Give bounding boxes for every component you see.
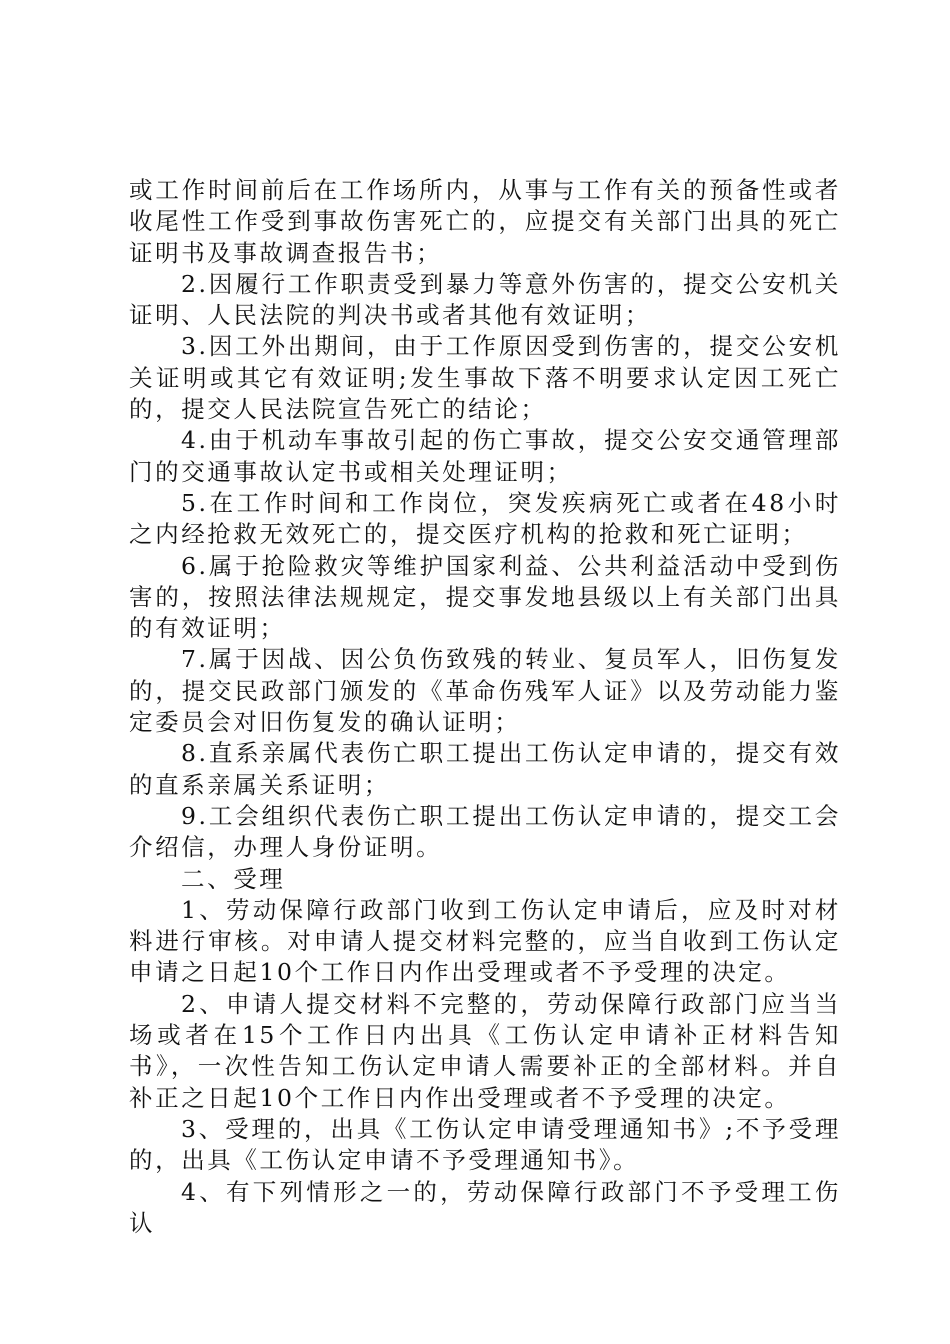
- document-body: [129, 175, 841, 1239]
- paragraph-item-8: 8.直系亲属代表伤亡职工提出工伤认定申请的，提交有效的直系亲属关系证明；: [129, 739, 841, 799]
- paragraph-item-5: 5.在工作时间和工作岗位，突发疾病死亡或者在48小时之内经抢救无效死亡的，提交医疗机构的抢救和死亡证明；: [129, 488, 841, 549]
- paragraph-acceptance-2: 2、申请人提交材料不完整的，劳动保障行政部门应当当场或者在15个工作日内出具《工伤认定申请补正材料告知书》，一次性告知工伤认定申请人需要补正的全部材料。并自补正之日起10个工作日内作出受理或者不予受理的决定。: [129, 989, 841, 1112]
- paragraph-acceptance-1: 1、劳动保障行政部门收到工伤认定申请后，应及时对材料进行审核。对申请人提交材料完整的，应当自收到工伤认定申请之日起10个工作日内作出受理或者不予受理的决定。: [129, 895, 841, 987]
- paragraph-item-6: 6.属于抢险救灾等维护国家利益、公共利益活动中受到伤害的，按照法律法规规定，提交事发地县级以上有关部门出具的有效证明；: [129, 551, 841, 643]
- paragraph-continuation: 或工作时间前后在工作场所内，从事与工作有关的预备性或者收尾性工作受到事故伤害死亡的，应提交有关部门出具的死亡证明书及事故调查报告书；: [129, 176, 841, 267]
- paragraph-item-2: 2.因履行工作职责受到暴力等意外伤害的，提交公安机关证明、人民法院的判决书或者其他有效证明；: [129, 269, 841, 330]
- paragraph-item-3: 3.因工外出期间，由于工作原因受到伤害的，提交公安机关证明或其它有效证明;发生事故下落不明要求认定因工死亡的，提交人民法院宣告死亡的结论；: [129, 332, 841, 424]
- paragraph-item-7: 7.属于因战、因公负伤致残的转业、复员军人，旧伤复发的，提交民政部门颁发的《革命伤残军人证》以及劳动能力鉴定委员会对旧伤复发的确认证明；: [129, 645, 841, 737]
- paragraph-item-9: 9.工会组织代表伤亡职工提出工伤认定申请的，提交工会介绍信，办理人身份证明。: [129, 801, 841, 862]
- paragraph-acceptance-3: 3、受理的，出具《工伤认定申请受理通知书》;不予受理的，出具《工伤认定申请不予受理通知书》。: [129, 1114, 841, 1175]
- paragraph-item-4: 4.由于机动车事故引起的伤亡事故，提交公安交通管理部门的交通事故认定书或相关处理证明；: [129, 426, 841, 486]
- paragraph-acceptance-4: 4、有下列情形之一的，劳动保障行政部门不予受理工伤认: [129, 1177, 841, 1237]
- section-heading-acceptance: 二、受理: [181, 864, 286, 893]
